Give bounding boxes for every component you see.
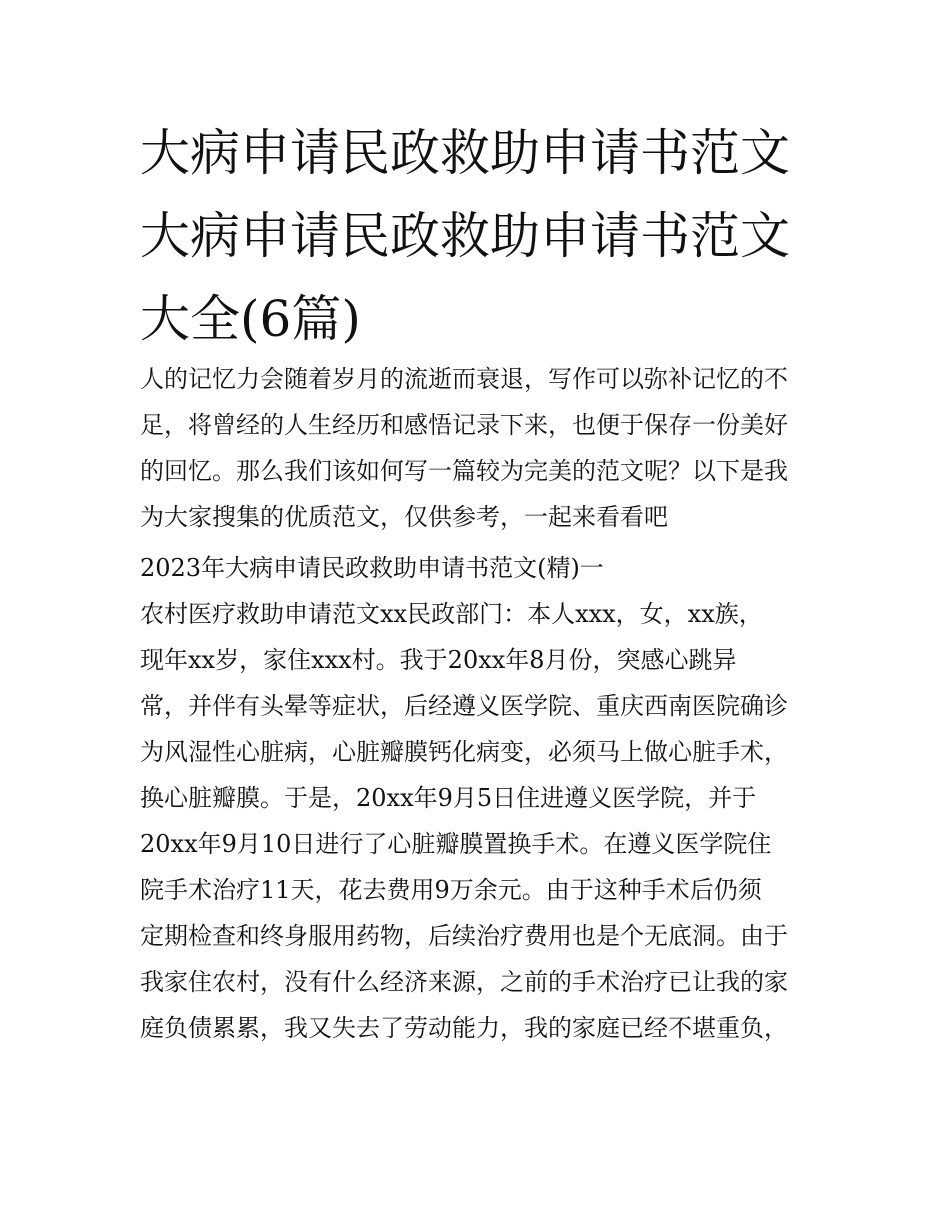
title-line: 大病申请民政救助申请书范文 [140,124,790,182]
intro-line: 足，将曾经的人生经历和感悟记录下来，也便于保存一份美好 [140,411,788,439]
body-line: 为风湿性心脏病，心脏瓣膜钙化病变，必须马上做心脏手术， [140,738,788,766]
body-line: 我家住农村，没有什么经济来源，之前的手术治疗已让我的家 [140,968,788,996]
body-line: 院手术治疗11天，花去费用9万余元。由于这种手术后仍须 [140,876,762,904]
section-heading: 2023年大病申请民政救助申请书范文(精)一 [140,554,604,582]
body-line: 农村医疗救助申请范文xx民政部门：本人xxx，女，xx族， [140,600,763,628]
intro-line: 人的记忆力会随着岁月的流逝而衰退，写作可以弥补记忆的不 [140,365,788,393]
intro-line: 的回忆。那么我们该如何写一篇较为完美的范文呢？以下是我 [140,457,788,485]
title-line: 大全(6篇) [140,290,361,348]
body-line: 换心脏瓣膜。于是，20xx年9月5日住进遵义医学院，并于 [140,784,757,812]
title-line: 大病申请民政救助申请书范文 [140,207,790,265]
document-title [140,112,820,361]
body-line: 常，并伴有头晕等症状，后经遵义医学院、重庆西南医院确诊 [140,692,788,720]
body-line: 庭负债累累，我又失去了劳动能力，我的家庭已经不堪重负， [140,1014,788,1042]
body-line: 定期检查和终身服用药物，后续治疗费用也是个无底洞。由于 [140,922,788,950]
body-line: 现年xx岁，家住xxx村。我于20xx年8月份，突感心跳异 [140,646,737,674]
intro-line: 为大家搜集的优质范文，仅供参考，一起来看看吧 [140,503,668,531]
body-line: 20xx年9月10日进行了心脏瓣膜置换手术。在遵义医学院住 [140,830,772,858]
document-body [140,356,830,1051]
